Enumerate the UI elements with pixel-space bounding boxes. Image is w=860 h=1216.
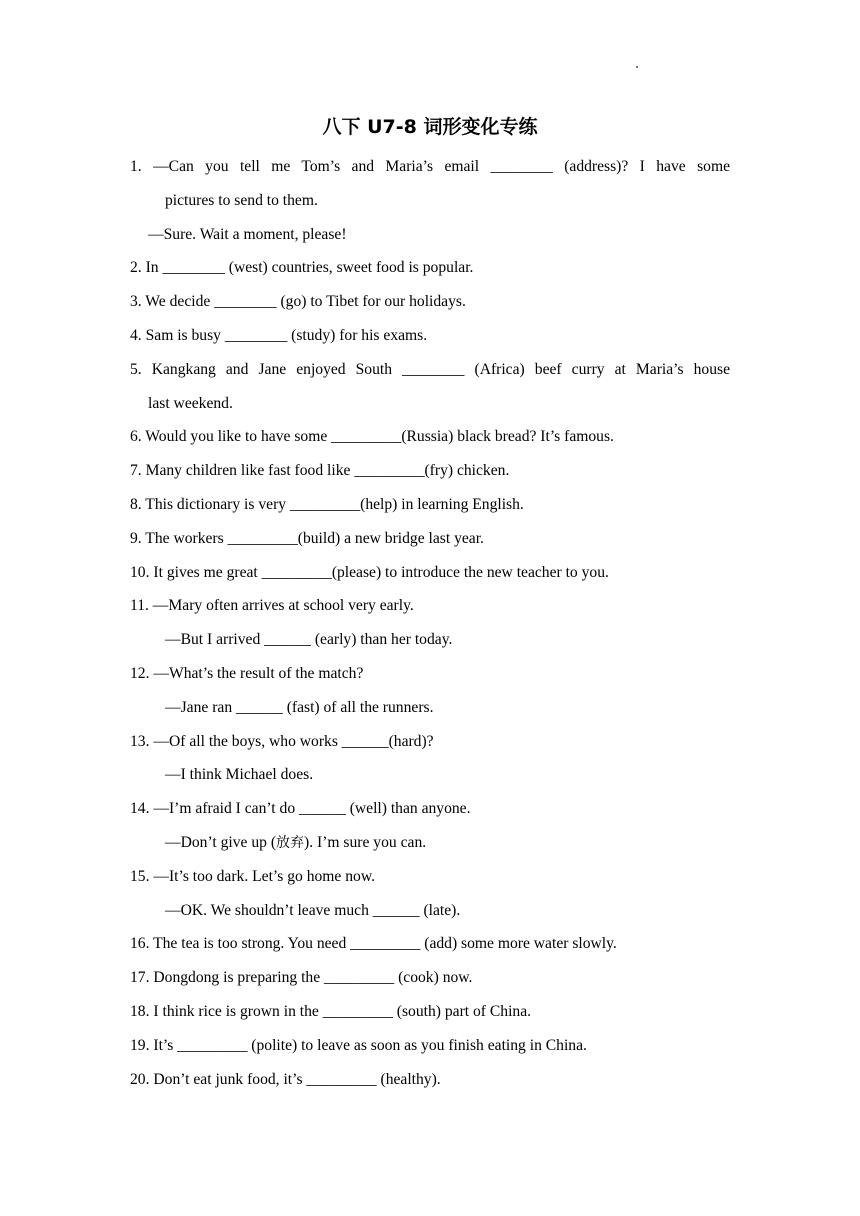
question-1-line-3: —Sure. Wait a moment, please! [148,225,347,243]
question-4: 4. Sam is busy ________ (study) for his exams. [130,326,428,344]
exercise-list [130,150,730,1096]
question-17: 17. Dongdong is preparing the _________ (cook) now. [130,969,473,987]
page-title: 八下 U7-8 词形变化专练 [322,116,538,138]
question-14-line-1: 14. —I’m afraid I can’t do ______ (well) than anyone. [130,800,471,818]
question-14-chinese-gloss: 放弃 [276,834,305,851]
question-1-line-1: 1. —Can you tell me Tom’s and Maria’s email ________ (address)? I have some [130,158,730,175]
question-14-line-2-start: —Don’t give up ( [165,833,277,851]
question-20: 20. Don’t eat junk food, it’s _________ (healthy). [130,1070,441,1088]
question-15-line-2: —OK. We shouldn’t leave much ______ (late). [165,901,461,919]
question-5-line-2: last weekend. [148,394,233,412]
question-13-line-2: —I think Michael does. [165,766,314,784]
question-6: 6. Would you like to have some _________(Russia) black bread? It’s famous. [130,428,614,446]
question-8: 8. This dictionary is very _________(help) in learning English. [130,495,524,513]
question-12-line-2: —Jane ran ______ (fast) of all the runners. [165,698,434,716]
question-7: 7. Many children like fast food like _________(fry) chicken. [130,462,510,480]
question-11-line-2: —But I arrived ______ (early) than her today. [165,631,453,649]
question-13-line-1: 13. —Of all the boys, who works ______(hard)? [130,732,434,750]
question-10: 10. It gives me great _________(please) to introduce the new teacher to you. [130,563,609,581]
question-18: 18. I think rice is grown in the _________ (south) part of China. [130,1002,532,1020]
question-9: 9. The workers _________(build) a new bridge last year. [130,529,484,547]
question-15-line-1: 15. —It’s too dark. Let’s go home now. [130,867,375,885]
question-19: 19. It’s _________ (polite) to leave as soon as you finish eating in China. [130,1036,587,1054]
question-5-line-1: 5. Kangkang and Jane enjoyed South ________ (Africa) beef curry at Maria’s house [130,360,730,378]
question-1-line-2: pictures to send to them. [165,191,318,209]
question-11-line-1: 11. —Mary often arrives at school very early. [130,597,414,615]
question-16: 16. The tea is too strong. You need _________ (add) some more water slowly. [130,935,617,953]
question-12-line-1: 12. —What’s the result of the match? [130,664,364,682]
question-2: 2. In ________ (west) countries, sweet food is popular. [130,259,474,277]
question-3: 3. We decide ________ (go) to Tibet for our holidays. [130,293,466,311]
page-dot-mark [636,66,638,68]
question-14-line-2-end: ). I’m sure you can. [304,833,427,851]
question-14-line-2 [130,826,730,860]
